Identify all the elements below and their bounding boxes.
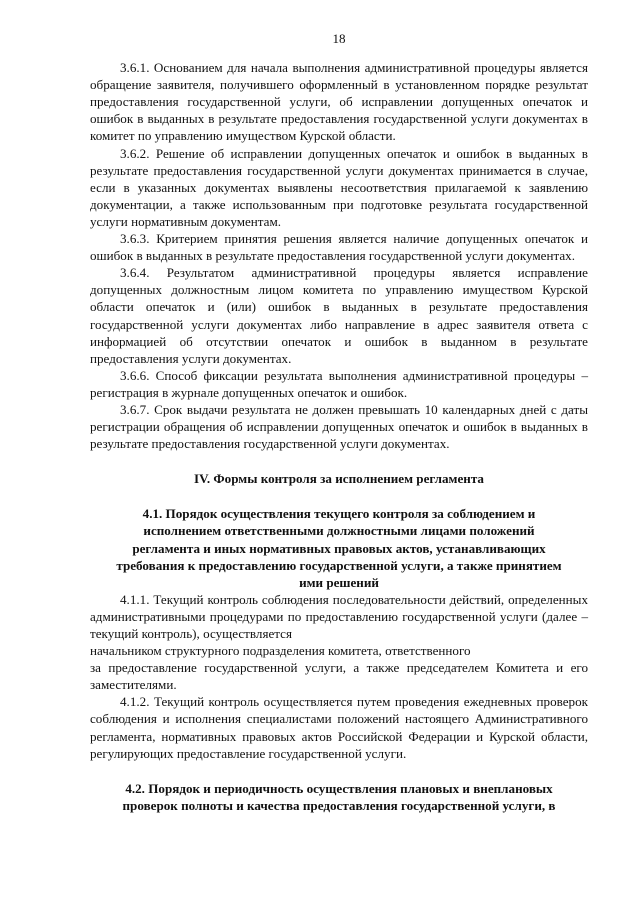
subheading-4-1-line: регламента и иных нормативных правовых актов, устанавливающих [132, 540, 546, 556]
section-4-heading: IV. Формы контроля за исполнением регламента [194, 471, 484, 487]
paragraph-4-1-1-part: за предоставление государственной услуги, а также председателем Комитета и его заместителями. [90, 660, 588, 693]
paragraph-3-6-2: 3.6.2. Решение об исправлении допущенных опечаток и ошибок в выданных в результате предоставления государственной услуги документах принимается в случае, если в указанных документах выявлены несоответствия прилагаемой к заявлению документации, а также использованным при подготовке результата государственной услуги нормативным документам. [90, 145, 588, 229]
paragraph-3-6-7: 3.6.7. Срок выдачи результата не должен превышать 10 календарных дней с даты регистрации обращения об исправлении допущенных опечаток и ошибок в выданных в результате предоставления государственной услуги документах. [90, 401, 588, 452]
paragraph-3-6-1: 3.6.1. Основанием для начала выполнения административной процедуры является обращение заявителя, получившего оформленный в установленном порядке результат предоставления государственной услуги, об исправлении допущенных опечаток и ошибок в выданных в результате предоставления государственной услуги документах в комитет по управлению имуществом Курской области. [90, 60, 588, 144]
paragraph-4-1-1-part: начальником структурного подразделения комитета, ответственного [90, 643, 471, 659]
paragraph-3-6-4: 3.6.4. Результатом административной процедуры является исправление допущенных должностным лицом комитета по управлению имуществом Курской области опечаток и (или) ошибок в выданных в результате предоставления государственной услуги документах либо направление в адрес заявителя ответа с информацией об отсутствии опечаток и ошибок в выданном в результате предоставления услуги документах. [90, 265, 588, 366]
subheading-4-2-line: 4.2. Порядок и периодичность осуществления плановых и внеплановых [125, 780, 553, 796]
page-number: 18 [332, 31, 346, 46]
subheading-4-1 [90, 505, 588, 590]
paragraph-4-1-1 [90, 591, 588, 694]
subheading-4-1-line: требования к предоставлению государственной услуги, а также принятием [116, 557, 562, 573]
paragraph-3-6-3: 3.6.3. Критерием принятия решения является наличие допущенных опечаток и ошибок в выданных в результате предоставления государственной услуги документах. [90, 231, 588, 264]
subheading-4-1-line: исполнением ответственными должностными лицами положений [143, 523, 535, 539]
subheading-4-2 [90, 780, 588, 814]
subheading-4-1-line: 4.1. Порядок осуществления текущего контроля за соблюдением и [142, 506, 536, 522]
section-3-body [90, 59, 588, 452]
subheading-4-1-line: ими решений [299, 574, 379, 590]
paragraph-4-1-2: 4.1.2. Текущий контроль осуществляется путем проведения ежедневных проверок соблюдения и исполнения специалистами положений настоящего Административного регламента, нормативных правовых актов Российской Федерации и Курской области, регулирующих предоставление государственной услуги. [90, 694, 588, 761]
paragraph-4-1-1-part: 4.1.1. Текущий контроль соблюдения последовательности действий, определенных административными процедурами по предоставлению государственной услуги (далее – текущий контроль), осуществляется [90, 591, 588, 641]
paragraph-3-6-6: 3.6.6. Способ фиксации результата выполнения административной процедуры – регистрация в журнале допущенных опечаток и ошибок. [90, 367, 588, 400]
subheading-4-2-line: проверок полноты и качества предоставления государственной услуги, в [122, 797, 556, 813]
